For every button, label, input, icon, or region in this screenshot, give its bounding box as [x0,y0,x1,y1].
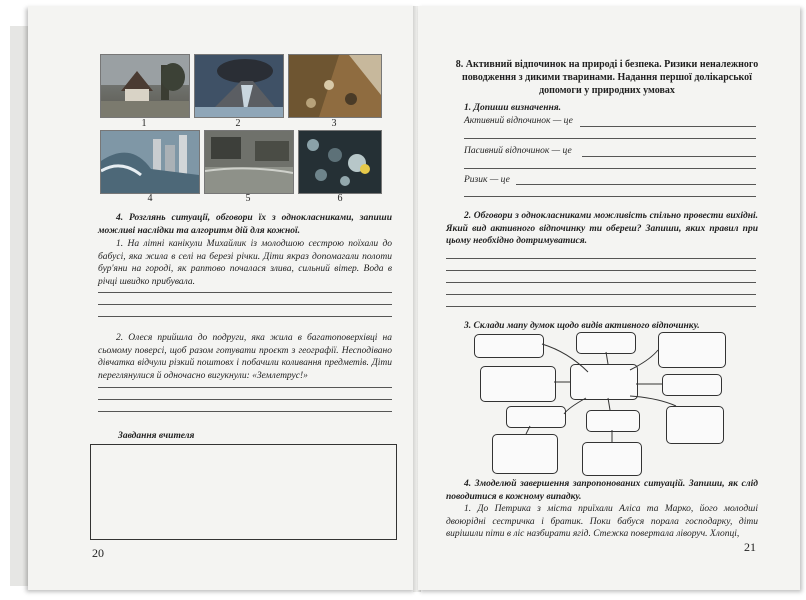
answer-line [98,292,392,293]
photo-landslide [288,54,382,118]
photo-number-3: 3 [331,118,337,129]
risk-label: Ризик — це [464,175,510,185]
task1-heading: 1. Допиши визначення. [464,103,562,113]
task3-heading: 3. Склади мапу думок щодо видів активного відпочинку. [464,321,700,331]
left-task4-situation-2: 2. Олеся прийшла до подруги, яка жила в багатоповерхівці на сьомому поверсі, щоб разом готувати проєкт з географії. Несподівано дівчатка відчули різкий поштовх і побачили коливання предметів. Діти переглянулися й одночасно вигукнули: «Землетрус!» [98,333,392,381]
active-rest-label: Активний відпочинок — це [464,116,573,126]
left-task4-situation-1: 1. На літні канікули Михайлик із молодшою сестрою поїхали до бабусі, яка жила в селі на березі річки. Діти якраз допомагали полоти бур'яни на городі, як раптово почалася злива, сильний вітер. Вода в річці швидко прибувала. [98,239,392,287]
book-spread [10,6,806,594]
left-task4-heading: 4. Розглянь ситуації, обговори їх з однокласниками, запиши можливі наслідки та алгоритм дій для кожної. [98,213,392,236]
page-number-left: 20 [92,546,104,560]
photo-tsunami [100,130,200,194]
answer-line [98,304,392,305]
answer-line [98,316,392,317]
photo-volcano [194,54,284,118]
answer-line [98,399,392,400]
photo-flooded-house [100,54,190,118]
photo-hail [298,130,382,194]
passive-rest-label: Пасивний відпочинок — це [464,146,572,156]
right-task4-heading: 4. Змоделюй завершення запропонованих ситуацій. Запиши, як слід поводитися в кожному випадку. [446,479,758,502]
left-page [28,6,416,590]
right-page [418,6,800,590]
photo-number-6: 6 [337,193,343,204]
answer-line [98,411,392,412]
answer-line [98,387,392,388]
teacher-task-label: Завдання вчителя [118,431,195,441]
task2-heading: 2. Обговори з однокласниками можливість спільно провести вихідні. Який вид активного відпочинку ти обереш? Запиши, яких правил при цьому необхідно дотримуватися. [446,211,758,246]
right-task4-situation-1: 1. До Петрика з міста приїхали Аліса та Марко, його молодші двоюрідні сестричка і братик. Поки бабуся порала господарку, діти вирішили піти в ліс назбирати ягід. Стежка повертала ліворуч. Хлопці, [446,504,758,539]
teacher-task-box [90,444,397,540]
photo-number-2: 2 [235,118,241,129]
photo-number-1: 1 [141,118,147,129]
page-number-right: 21 [744,540,756,554]
photo-number-5: 5 [245,193,251,204]
lesson-title: 8. Активний відпочинок на природі і безпека. Ризики неналежного поводження з дикими тваринами. Надання першої долікарської допомоги у природних умовах [455,59,759,96]
photo-flooded-street [204,130,294,194]
photo-number-4: 4 [147,193,153,204]
